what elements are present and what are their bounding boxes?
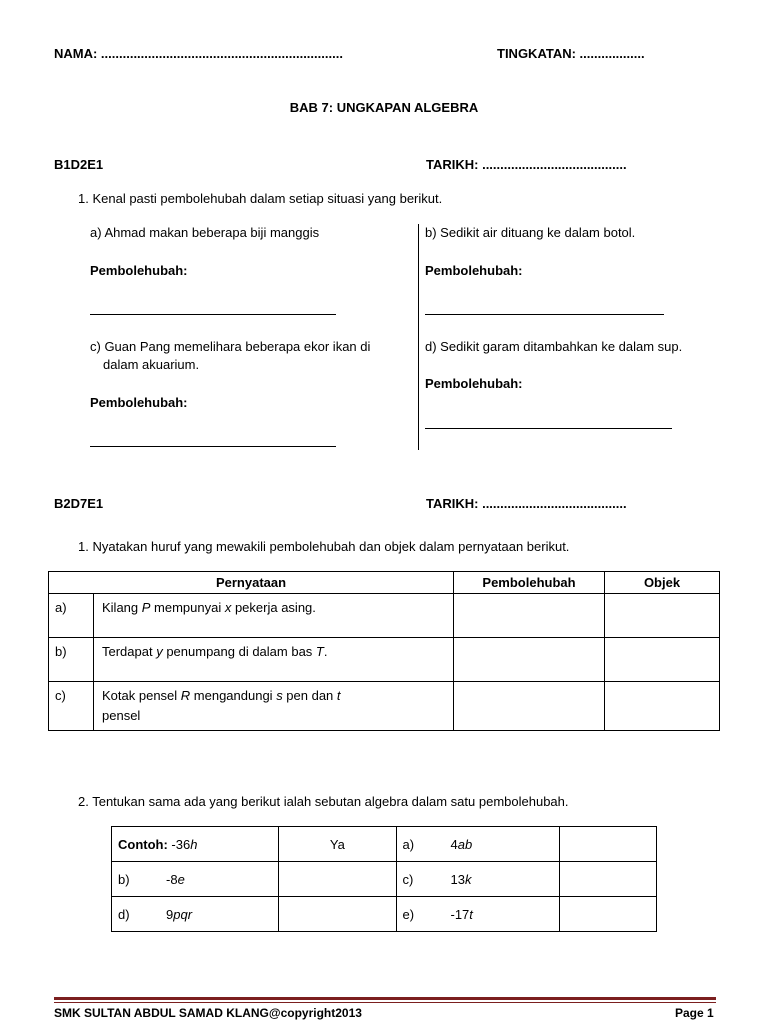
object-answer-cell[interactable] xyxy=(605,638,720,682)
section2-question2: 2. Tentukan sama ada yang berikut ialah sebutan algebra dalam satu pembolehubah. xyxy=(78,794,569,809)
item-a-answer-line[interactable] xyxy=(90,314,336,315)
row-label: c) xyxy=(55,688,66,703)
section2-question1: 1. Nyatakan huruf yang mewakili pembolehubah dan objek dalam pernyataan berikut. xyxy=(78,539,570,554)
row-label: b) xyxy=(55,644,67,659)
item-d-answer-label: Pembolehubah: xyxy=(425,376,523,391)
variable-object-table xyxy=(48,571,720,731)
table-row xyxy=(112,827,657,862)
answer-cell-a[interactable] xyxy=(559,827,656,862)
answer-cell-e[interactable] xyxy=(559,897,656,932)
answer-cell-b[interactable] xyxy=(279,862,396,897)
item-c-text-line2: dalam akuarium. xyxy=(103,357,200,372)
page-title: BAB 7: UNGKAPAN ALGEBRA xyxy=(289,100,479,115)
example-term: Contoh: -36h xyxy=(118,836,198,852)
item-b-text: b) Sedikit air dituang ke dalam botol. xyxy=(425,225,636,240)
term-b: b) -8e xyxy=(118,871,185,887)
footer-school: SMK SULTAN ABDUL SAMAD KLANG@copyright2013 xyxy=(54,1006,362,1020)
variable-answer-cell[interactable] xyxy=(454,638,605,682)
answer-cell-c[interactable] xyxy=(559,862,656,897)
row-label: a) xyxy=(55,600,67,615)
answer-cell-d[interactable] xyxy=(279,897,396,932)
example-answer: Ya xyxy=(279,827,396,862)
column-divider xyxy=(418,224,419,450)
term-d: d) 9pqr xyxy=(118,906,193,922)
item-d-text: d) Sedikit garam ditambahkan ke dalam sup. xyxy=(425,339,683,354)
row-statement: Kilang P mempunyai x pekerja asing. xyxy=(102,600,316,615)
item-a-answer-label: Pembolehubah: xyxy=(90,263,188,278)
algebraic-term-table xyxy=(111,826,657,932)
item-c-text-line1: c) Guan Pang memelihara beberapa ekor ikan di xyxy=(90,339,371,354)
table-row xyxy=(112,862,657,897)
row-statement: Kotak pensel R mengandungi s pen dan t pensel xyxy=(102,688,341,723)
header-objek: Objek xyxy=(605,572,720,594)
header-pembolehubah: Pembolehubah xyxy=(454,572,605,594)
footer-page-number: Page 1 xyxy=(675,1006,714,1020)
section1-code: B1D2E1 xyxy=(54,157,104,172)
variable-answer-cell[interactable] xyxy=(454,682,605,731)
term-c: c) 13k xyxy=(402,871,472,887)
object-answer-cell[interactable] xyxy=(605,682,720,731)
header-pernyataan: Pernyataan xyxy=(49,572,454,594)
section2-code: B2D7E1 xyxy=(54,496,104,511)
item-b-answer-line[interactable] xyxy=(425,314,664,315)
item-c-answer-line[interactable] xyxy=(90,446,336,447)
term-e: e) -17t xyxy=(402,906,473,922)
table-row xyxy=(49,594,720,638)
object-answer-cell[interactable] xyxy=(605,594,720,638)
row-statement: Terdapat y penumpang di dalam bas T. xyxy=(102,644,328,659)
section1-date-label: TARIKH: ........................................ xyxy=(426,157,627,172)
footer-rule-thin xyxy=(54,1002,716,1003)
item-d-answer-line[interactable] xyxy=(425,428,672,429)
footer-rule xyxy=(54,997,716,1000)
section2-date-label: TARIKH: ........................................ xyxy=(426,496,627,511)
name-field-label: NAMA: ................................................................... xyxy=(54,46,343,61)
term-a: a) 4ab xyxy=(402,836,473,852)
variable-answer-cell[interactable] xyxy=(454,594,605,638)
table-row xyxy=(49,682,720,731)
section1-question: 1. Kenal pasti pembolehubah dalam setiap situasi yang berikut. xyxy=(78,191,443,206)
table-row xyxy=(112,897,657,932)
class-field-label: TINGKATAN: .................. xyxy=(497,46,645,61)
item-b-answer-label: Pembolehubah: xyxy=(425,263,523,278)
item-c-answer-label: Pembolehubah: xyxy=(90,395,188,410)
table-row xyxy=(49,638,720,682)
item-a-text: a) Ahmad makan beberapa biji manggis xyxy=(90,225,320,240)
